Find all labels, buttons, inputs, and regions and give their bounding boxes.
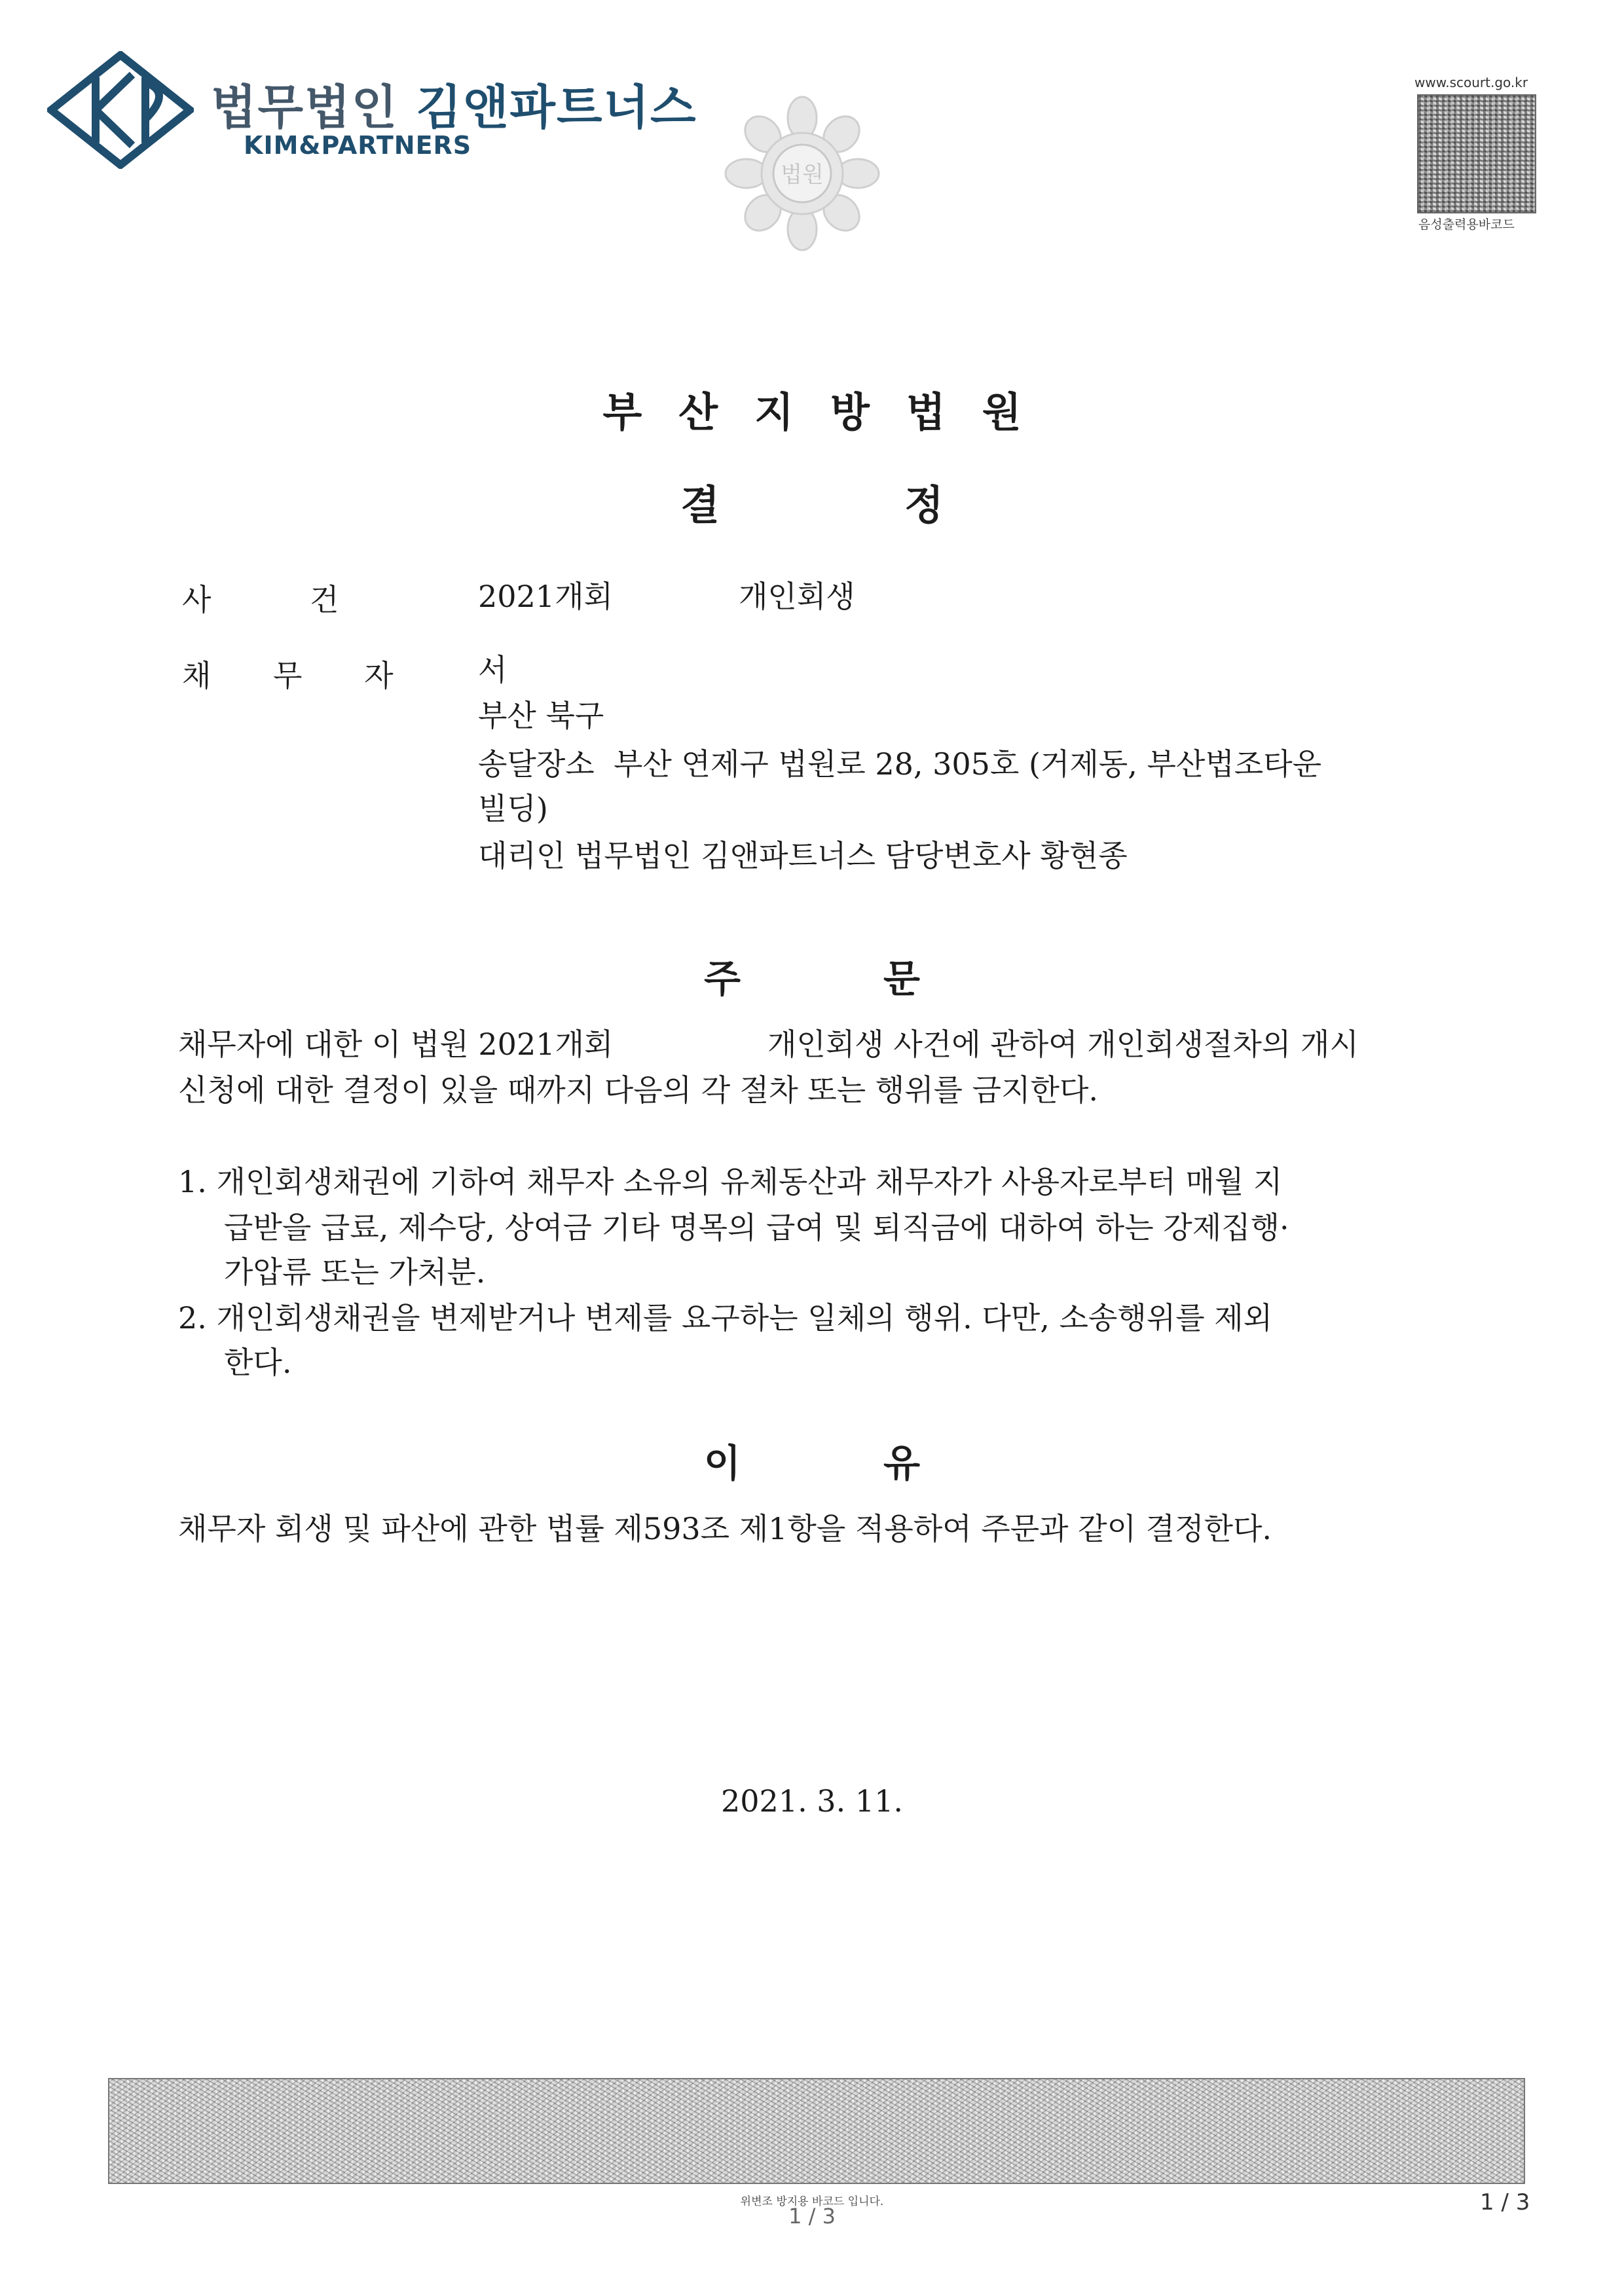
case-number: 2021개회 [478,579,613,614]
firm-name-english: KIM&PARTNERS [244,131,472,160]
document-title: 결정 [680,481,1128,529]
case-type: 개인회생 [739,579,855,614]
debtor-address: 부산 북구 [478,698,604,733]
anti-forgery-barcode-icon [108,2078,1525,2184]
page-number-right: 1 / 3 [1480,2189,1530,2215]
order-intro-line2: 신청에 대한 결정이 있을 때까지 다음의 각 절차 또는 행위를 금지한다. [178,1072,1099,1108]
reason-text: 채무자 회생 및 파산에 관한 법률 제593조 제1항을 적용하여 주문과 같이 결정한다. [178,1511,1272,1546]
qr-url: www.scourt.go.kr [1414,75,1528,90]
agent-line: 대리인 법무법인 김앤파트너스 담당변호사 황현종 [478,838,1128,873]
reason-heading: 이유 [703,1441,1063,1485]
decision-date: 2021. 3. 11. [721,1783,903,1819]
debtor-name: 서 [478,652,507,687]
order-heading: 주문 [703,957,1063,1001]
court-seal-icon [720,92,884,255]
barcode-caption: 위변조 방지용 바코드 입니다. [740,2195,884,2208]
order-item2-line1: 2. 개인회생채권을 변제받거나 변제를 요구하는 일체의 행위. 다만, 소송행위를 제외 [178,1300,1273,1336]
order-intro-line1a: 채무자에 대한 이 법원 2021개회 [178,1027,614,1062]
qr-code-icon [1417,94,1536,213]
court-name: 부산지방법원 [602,388,1058,436]
order-item1-line1: 1. 개인회생채권에 기하여 채무자 소유의 유체동산과 채무자가 사용자로부터 매월 지 [178,1164,1283,1199]
debtor-label: 채 무 자 [182,658,420,693]
seal-text: 법원 [781,162,824,188]
delivery-address-line1: 송달장소 부산 연제구 법원로 28, 305호 (거제동, 부산법조타운 [478,746,1322,782]
firm-logo-icon [47,51,194,169]
qr-caption: 음성출력용바코드 [1418,217,1515,232]
page-number-center: 1 / 3 [788,2204,836,2229]
order-item1-line3: 가압류 또는 가처분. [224,1254,486,1290]
order-item2-line2: 한다. [224,1345,292,1380]
order-intro-line1b: 개인회생 사건에 관하여 개인회생절차의 개시 [767,1027,1359,1062]
firm-name-korean: 법무법인 김앤파트너스 [211,80,697,135]
order-item1-line2: 급받을 급료, 제수당, 상여금 기타 명목의 급여 및 퇴직금에 대하여 하는 강제집행· [224,1210,1289,1245]
delivery-address-line2: 빌딩) [478,791,548,826]
case-label: 사 건 [182,582,384,617]
